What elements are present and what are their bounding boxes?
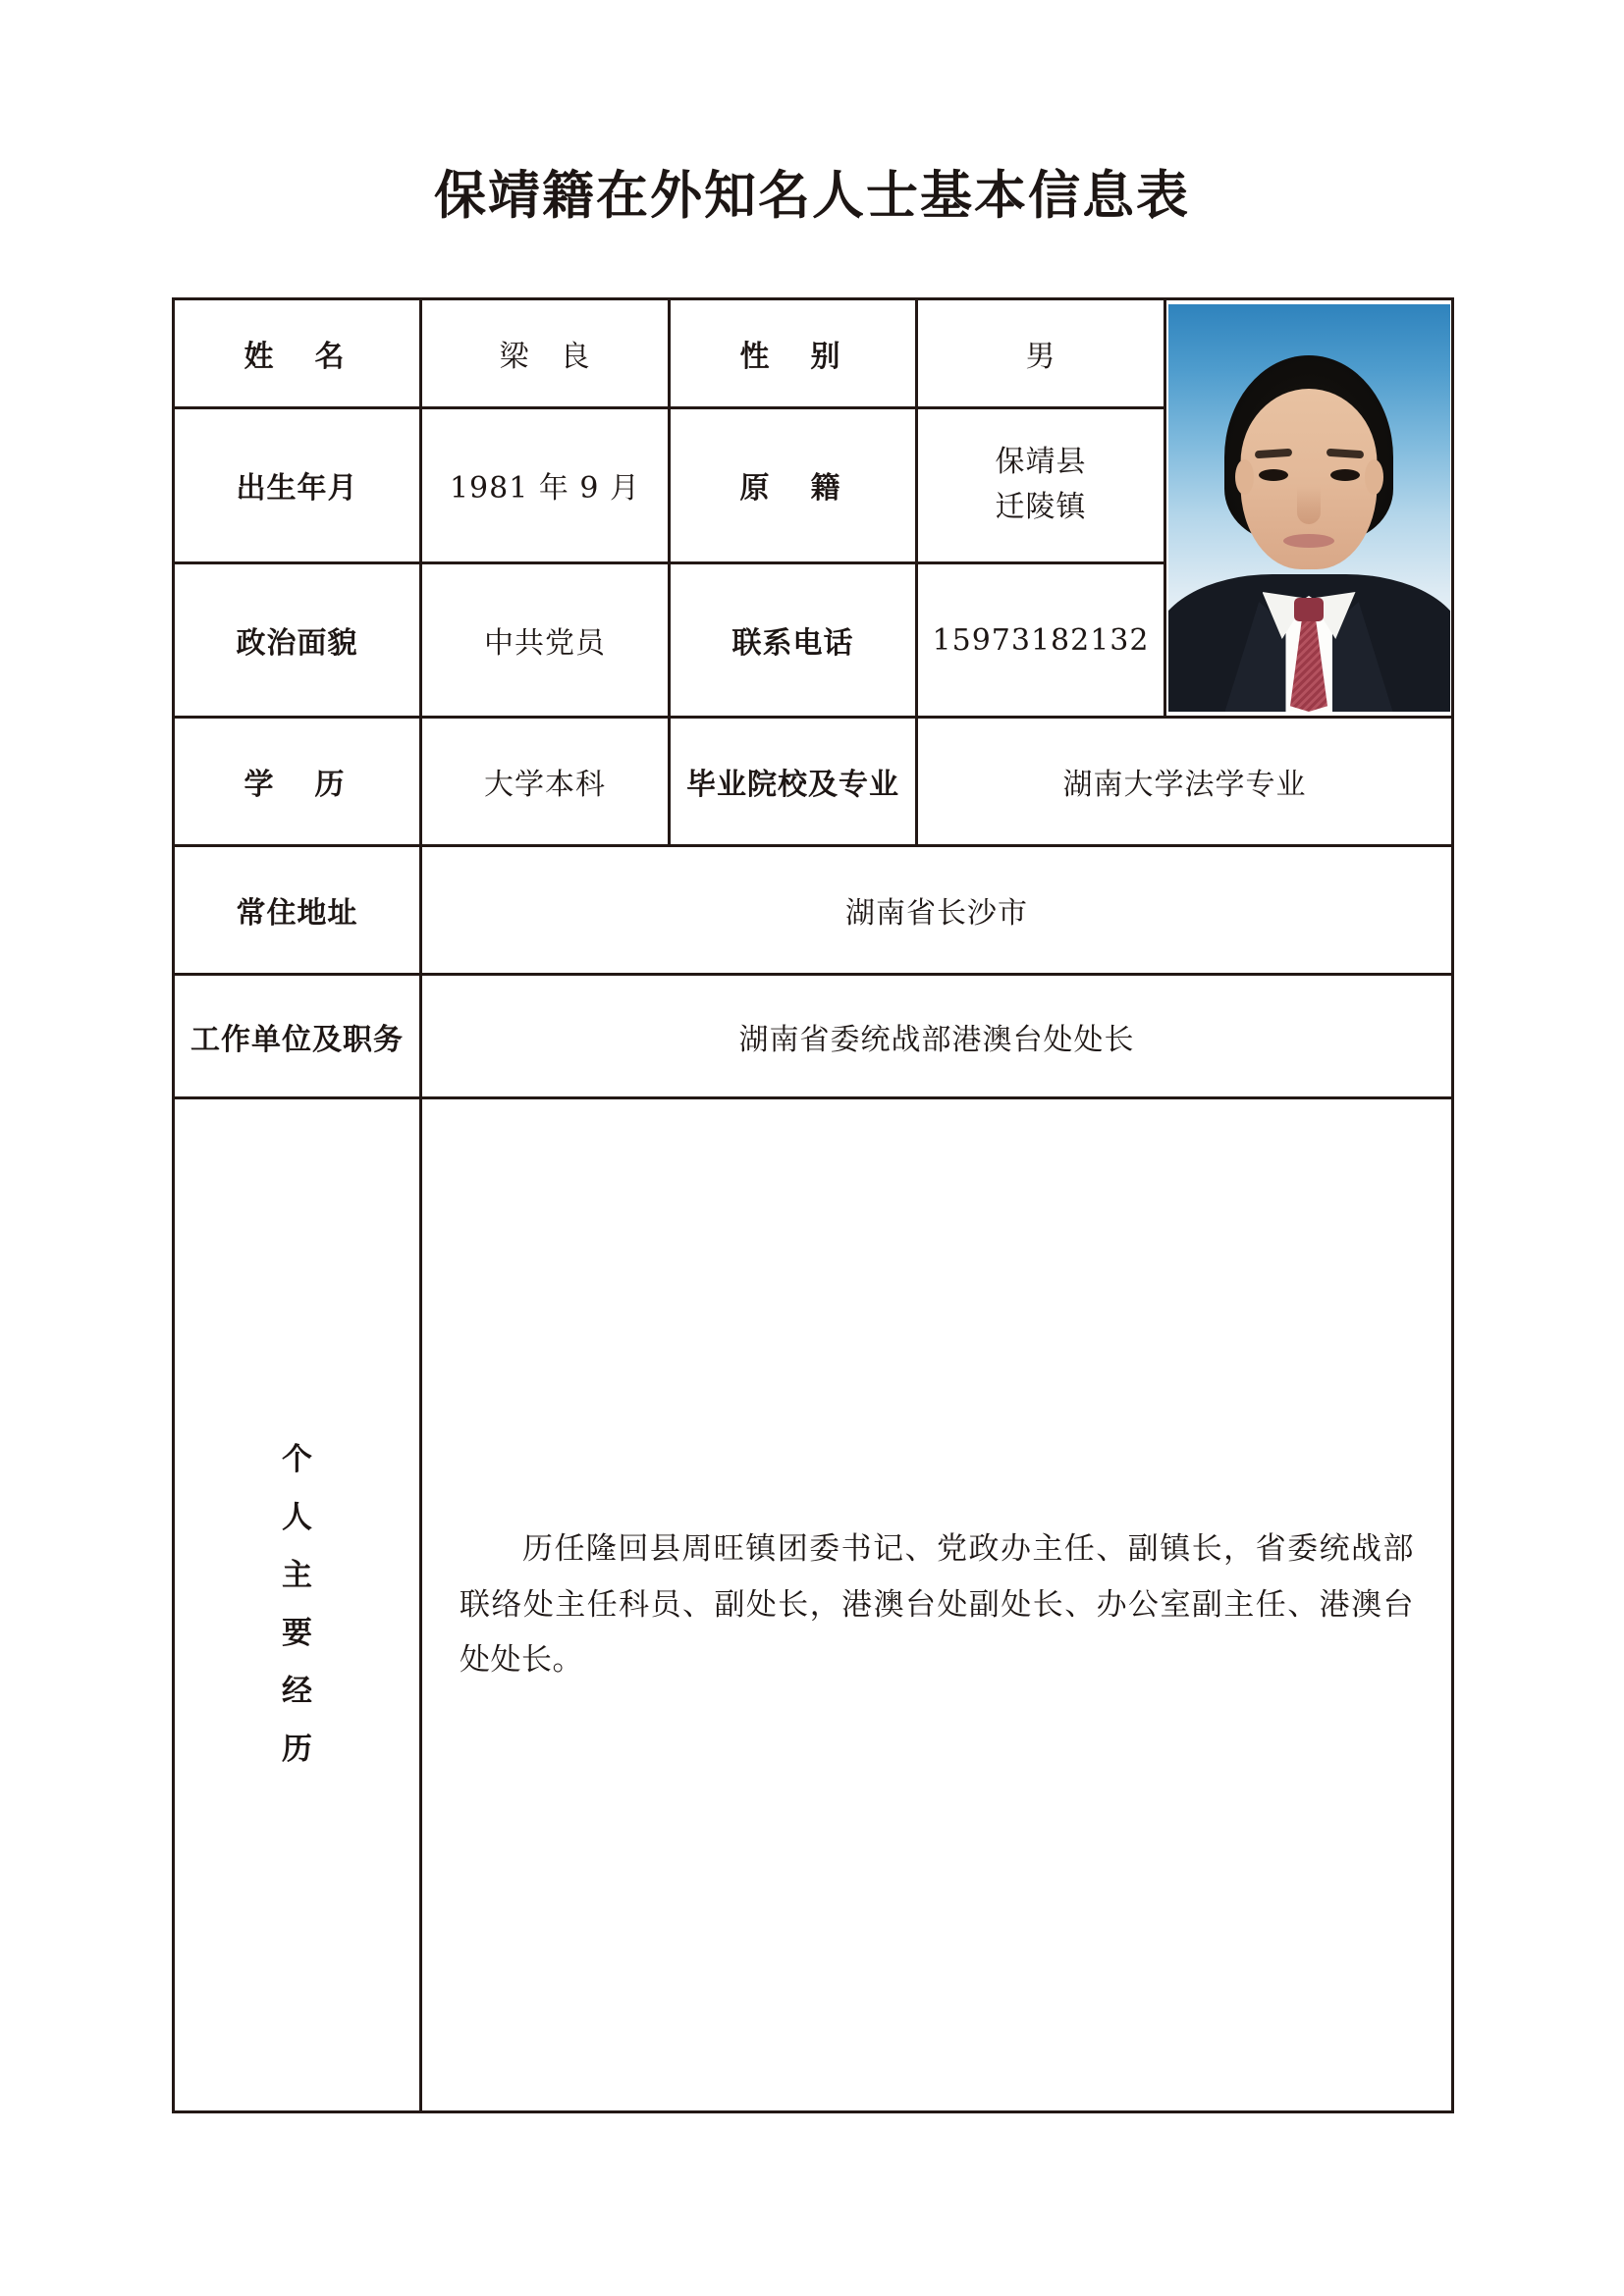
cell-experience-value — [421, 1098, 1453, 2112]
education-value: 大学本科 — [484, 768, 606, 802]
experience-label-vertical — [175, 1431, 419, 1779]
address-value: 湖南省长沙市 — [845, 896, 1028, 931]
origin-value-line1: 保靖县 — [995, 444, 1087, 479]
photo-eye-left — [1259, 469, 1288, 481]
photo-nose — [1297, 487, 1321, 524]
work-value: 湖南省委统战部港澳台处处长 — [738, 1022, 1135, 1057]
table-row-name — [174, 299, 1453, 408]
cell-phone-value — [917, 563, 1165, 718]
cell-education-label — [174, 718, 421, 846]
photo-tie-knot — [1294, 598, 1324, 621]
table-row-education — [174, 718, 1453, 846]
experience-label-char-5: 历 — [282, 1732, 312, 1767]
origin-value-line2: 迁陵镇 — [995, 490, 1087, 525]
name-value: 梁 良 — [499, 339, 591, 374]
cell-political-value — [421, 563, 670, 718]
experience-label-char-1: 人 — [282, 1500, 312, 1535]
cell-gender-label — [670, 299, 917, 408]
cell-birth-label — [174, 407, 421, 563]
cell-education-value — [421, 718, 670, 846]
gender-value: 男 — [1025, 339, 1056, 374]
phone-value: 15973182132 — [932, 622, 1150, 658]
name-label: 姓 名 — [244, 339, 351, 374]
person-info-table — [172, 297, 1454, 2113]
photo-ear-right — [1365, 459, 1383, 495]
cell-origin-value — [917, 407, 1165, 563]
birth-label: 出生年月 — [236, 471, 358, 507]
page-title: 保靖籍在外知名人士基本信息表 — [434, 165, 1190, 226]
work-label: 工作单位及职务 — [190, 1022, 404, 1057]
portrait-photo — [1168, 304, 1450, 712]
table-row-work — [174, 975, 1453, 1098]
school-value: 湖南大学法学专业 — [1062, 768, 1307, 802]
cell-origin-label — [670, 407, 917, 563]
experience-label-char-3: 要 — [282, 1616, 312, 1651]
address-label: 常住地址 — [236, 896, 358, 931]
cell-phone-label — [670, 563, 917, 718]
gender-label: 性 别 — [739, 339, 846, 374]
cell-political-label — [174, 563, 421, 718]
origin-label: 原 籍 — [739, 471, 846, 507]
table-row-experience — [174, 1098, 1453, 2112]
photo-mouth — [1283, 534, 1334, 548]
experience-text: 历任隆回县周旺镇团委书记、党政办主任、副镇长，省委统战部联络处主任科员、副处长，港澳台处副处长、办公室副主任、港澳台处处长。 — [460, 1531, 1414, 1679]
cell-name-value — [421, 299, 670, 408]
cell-work-value — [421, 975, 1453, 1098]
photo-eye-right — [1330, 469, 1360, 481]
cell-photo — [1165, 299, 1453, 718]
cell-name-label — [174, 299, 421, 408]
photo-ear-left — [1235, 459, 1254, 495]
school-label: 毕业院校及专业 — [686, 768, 899, 802]
experience-label-char-4: 经 — [282, 1674, 312, 1709]
table-row-address — [174, 846, 1453, 975]
cell-school-value — [917, 718, 1453, 846]
cell-address-label — [174, 846, 421, 975]
cell-gender-value — [917, 299, 1165, 408]
phone-label: 联系电话 — [731, 626, 854, 662]
education-label: 学 历 — [244, 768, 351, 802]
political-value: 中共党员 — [484, 626, 606, 662]
cell-work-label — [174, 975, 421, 1098]
cell-school-label — [670, 718, 917, 846]
political-label: 政治面貌 — [236, 626, 358, 662]
cell-address-value — [421, 846, 1453, 975]
cell-birth-value — [421, 407, 670, 563]
cell-experience-label — [174, 1098, 421, 2112]
birth-value: 1981 年 9 月 — [449, 471, 641, 507]
experience-label-char-0: 个 — [282, 1442, 312, 1477]
experience-label-char-2: 主 — [282, 1558, 312, 1593]
